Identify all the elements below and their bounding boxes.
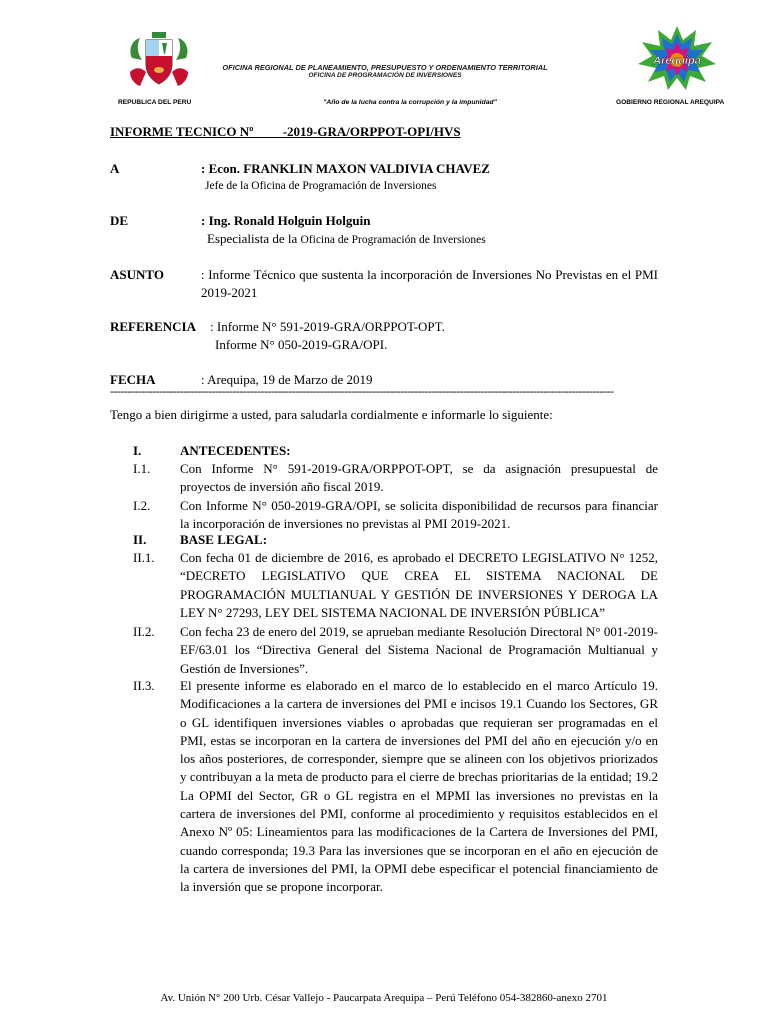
- to-name: : Econ. FRANKLIN MAXON VALDIVIA CHAVEZ: [201, 161, 490, 176]
- footer-address: Av. Unión N° 200 Urb. César Vallejo - Paucarpata Arequipa – Perú Teléfono 054-382860-anexo 2701: [160, 992, 608, 1004]
- left-caption: REPUBLICA DEL PERU: [118, 99, 192, 106]
- item-2-1-text: Con fecha 01 de diciembre de 2016, es aprobado el DECRETO LEGISLATIVO N° 1252, “DECRETO LEGISLATIVO QUE CREA EL SISTEMA NACIONAL DE PROGRAMACIÓN MULTIANUAL Y GESTIÓN DE INVERSIONES Y DEROGA LA LEY N° 27293, LEY DEL SISTEMA NACIONAL DE INVERSIÓN PÚBLICA”: [180, 550, 658, 620]
- item-2-2-number: II.2.: [133, 624, 155, 639]
- item-1-1-number: I.1.: [133, 461, 151, 476]
- to-role: Jefe de la Oficina de Programación de Inversiones: [205, 180, 437, 192]
- motto: "Año de la lucha contra la corrupción y la impunidad": [323, 99, 497, 106]
- peru-coat-of-arms-icon: [126, 28, 192, 92]
- item-2-1-number: II.1.: [133, 550, 155, 565]
- item-2-2-text: Con fecha 23 de enero del 2019, se aprueban mediante Resolución Directoral N° 001-2019-EF/63.01 los “Directiva General del Sistema Nacional de Programación Multianual y Gestión de Inversiones”.: [180, 624, 658, 676]
- reference-label: REFERENCIA: [110, 319, 196, 334]
- item-1-2-text: Con Informe N° 050-2019-GRA/OPI, se solicita disponibilidad de recursos para financiar la incorporación de inversiones no previstas al PMI 2019-2021.: [180, 498, 658, 532]
- section-1-title: ANTECEDENTES:: [180, 443, 291, 458]
- subject-text: : Informe Técnico que sustenta la incorporación de Inversiones No Previstas en el PMI 2019-2021: [201, 267, 658, 301]
- date-text: : Arequipa, 19 de Marzo de 2019: [201, 372, 373, 387]
- subject-label: ASUNTO: [110, 267, 164, 282]
- date-label: FECHA: [110, 372, 156, 387]
- greeting: Tengo a bien dirigirme a usted, para saludarla cordialmente e informarle lo siguiente:: [110, 407, 553, 422]
- item-1-2-number: I.2.: [133, 498, 151, 513]
- office-line-1: OFICINA REGIONAL DE PLANEAMIENTO, PRESUPUESTO Y ORDENAMIENTO TERRITORIAL: [222, 63, 548, 72]
- arequipa-logo: [636, 22, 718, 92]
- from-role-part-b: Oficina de Programación de Inversiones: [300, 234, 486, 246]
- office-heading: [200, 63, 570, 80]
- section-2-number: II.: [133, 532, 147, 547]
- logo-text: Arequipa: [653, 55, 701, 67]
- from-label: DE: [110, 213, 129, 228]
- from-role: [207, 230, 486, 249]
- section-1-number: I.: [133, 443, 142, 458]
- item-2-3-text: El presente informe es elaborado en el marco de lo establecido en el marco Artículo 19. Modificaciones a la cartera de inversiones del PMI e incisos 19.1 Cuando los Sectores, GR o GL identifiquen inversiones viables o aprobadas que requieran ser programadas en el PMI, estas se incorporan en la cartera de inversiones del PMI del año en ejecución y/o en los años posteriores, de corresponder, siempre que se alineen con los objetivos priorizados y contribuyan a la meta de producto para el cierre de brechas prioritarias de la entidad; 19.2 La OPMI del Sector, GR o GL registra en el MPMI las inversiones no previstas en la cartera de inversiones del PMI, conforme al procedimiento y requisitos establecidos en el Anexo Nº 05: Lineamientos para las modificaciones de la Cartera de Inversiones del PMI, cuando corresponda; 19.3 Para las inversiones que se incorporan en el año en ejecución de la cartera de inversiones del PMI, la OPMI debe especificar el potencial financiamiento de la inversión que se propone incorporar.: [180, 678, 658, 895]
- from-role-part-a: Especialista de la: [207, 231, 298, 246]
- report-title: INFORME TECNICO Nº -2019-GRA/ORPPOT-OPI/HVS: [110, 124, 461, 139]
- item-2-3-number: II.3.: [133, 678, 155, 693]
- to-label: A: [110, 161, 120, 176]
- separator-line: ------------------------------------------------------------------------------------------------------------------------------------------------: [110, 386, 614, 396]
- reference-2: Informe N° 050-2019-GRA/OPI.: [215, 337, 388, 352]
- item-1-1-text: Con Informe N° 591-2019-GRA/ORPPOT-OPT, se da asignación presupuestal de proyectos de inversión año fiscal 2019.: [180, 461, 658, 495]
- reference-1: : Informe N° 591-2019-GRA/ORPPOT-OPT.: [210, 319, 445, 334]
- from-name: : Ing. Ronald Holguin Holguin: [201, 213, 371, 228]
- section-2-title: BASE LEGAL:: [180, 532, 268, 547]
- office-line-2: OFICINA DE PROGRAMACIÓN DE INVERSIONES: [308, 72, 462, 79]
- right-caption: GOBIERNO REGIONAL AREQUIPA: [616, 99, 725, 106]
